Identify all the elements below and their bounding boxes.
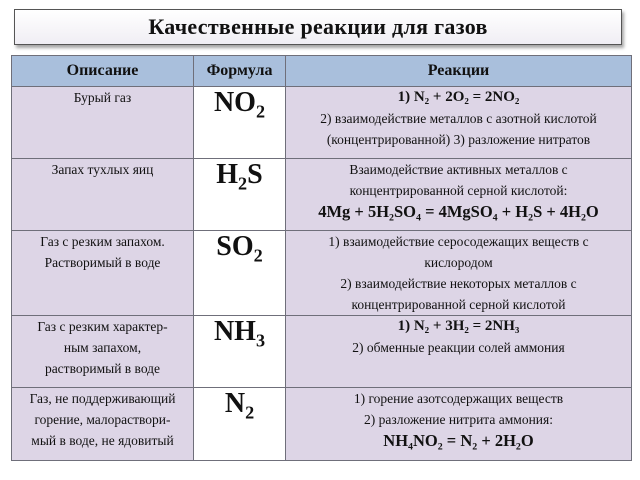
formula-base: SO	[216, 231, 254, 262]
row-formula	[194, 316, 286, 388]
row-reactions	[286, 388, 632, 461]
reaction-line: 1) N₂ + 3H₂ = 2NH₃	[397, 318, 520, 334]
row-formula	[194, 388, 286, 461]
reaction-line: 2) взаимодействие металлов с азотной кислотой	[320, 111, 597, 126]
formula-subscript: 2	[238, 173, 248, 194]
reaction-line: NH₄NO₂ = N₂ + 2H₂O	[383, 431, 534, 450]
description-line: Газ с резким запахом.	[40, 234, 165, 249]
reaction-line: 2) взаимодействие некоторых металлов с	[340, 276, 577, 291]
formula-base: H	[216, 159, 239, 190]
row-description	[12, 159, 194, 231]
row-description	[12, 388, 194, 461]
header-reactions: Реакции	[286, 56, 632, 87]
formula-base: NO	[213, 87, 256, 118]
description-line: Бурый газ	[73, 90, 132, 105]
table-row	[12, 87, 632, 159]
header-formula: Формула	[194, 56, 286, 87]
row-description	[12, 316, 194, 388]
header-description: Описание	[12, 56, 194, 87]
reaction-line: 2) разложение нитрита аммония:	[364, 412, 553, 427]
reaction-line: 1) N₂ + 2O₂ = 2NO₂	[397, 89, 520, 105]
formula-subscript: 3	[255, 330, 266, 351]
row-formula	[194, 231, 286, 316]
row-reactions	[286, 87, 632, 159]
row-description	[12, 87, 194, 159]
description-line: Растворимый в воде	[44, 255, 161, 270]
reaction-line: 1) горение азотсодержащих веществ	[353, 391, 564, 406]
formula-subscript: 2	[253, 245, 263, 266]
formula-subscript: 2	[255, 101, 266, 122]
description-line: горение, малораствори-	[34, 412, 171, 427]
reaction-line: концентрированной серной кислотой:	[349, 183, 568, 198]
reaction-line: 4Mg + 5H₂SO₄ = 4MgSO₄ + H₂S + 4H₂O	[318, 202, 599, 221]
description-line: Газ с резким характер-	[37, 319, 168, 334]
description-line: мый в воде, не ядовитый	[31, 433, 174, 448]
reaction-line: Взаимодействие активных металлов с	[349, 162, 568, 177]
description-line: ным запахом,	[63, 340, 142, 355]
description-line: растворимый в воде	[44, 361, 161, 376]
description-line: Запах тухлых яиц	[51, 162, 154, 177]
row-reactions	[286, 316, 632, 388]
table-row	[12, 316, 632, 388]
reaction-line: 1) взаимодействие серосодежащих веществ с	[328, 234, 589, 249]
reaction-line: 2) обменные реакции солей аммония	[352, 340, 565, 355]
table-row	[12, 231, 632, 316]
row-formula	[194, 159, 286, 231]
formula-base: N	[224, 388, 246, 419]
header-row	[12, 56, 632, 87]
description-line: Газ, не поддерживающий	[29, 391, 176, 406]
row-reactions	[286, 231, 632, 316]
formula-tail: S	[247, 159, 263, 190]
page-title: Качественные реакции для газов	[14, 9, 622, 45]
reaction-line: концентрированной серной кислотой	[351, 297, 566, 312]
reaction-line: кислородом	[424, 255, 493, 270]
gas-reactions-table	[11, 55, 632, 461]
table-row	[12, 388, 632, 461]
formula-subscript: 2	[245, 402, 255, 423]
reaction-line: (концентрированной) 3) разложение нитратов	[326, 132, 591, 147]
formula-base: NH	[213, 316, 256, 347]
row-description	[12, 231, 194, 316]
row-reactions	[286, 159, 632, 231]
table-row	[12, 159, 632, 231]
row-formula	[194, 87, 286, 159]
